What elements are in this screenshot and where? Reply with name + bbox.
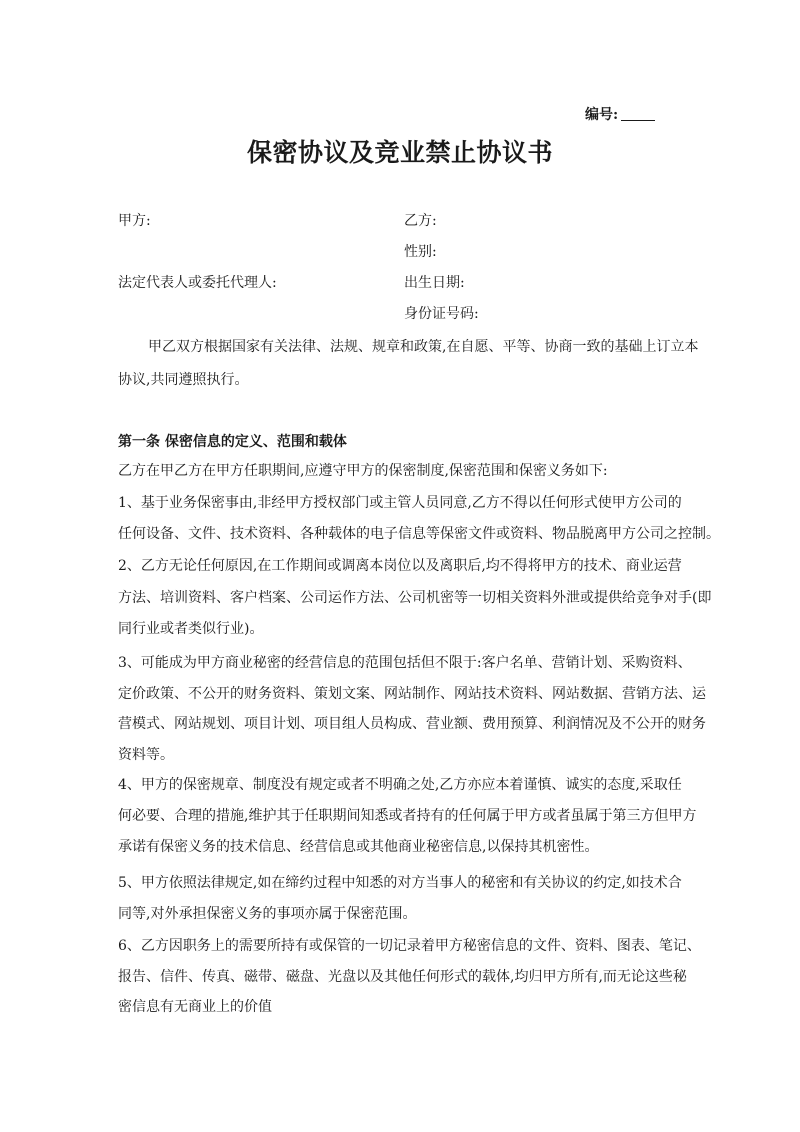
article-line: 资料等。 (118, 747, 174, 763)
article-line: 密信息有无商业上的价值 (118, 999, 272, 1015)
document-number-label: 编号: (585, 107, 619, 123)
article-line: 任何设备、文件、技术资料、各种载体的电子信息等保密文件或资料、物品脱离甲方公司之控制。 (118, 526, 720, 542)
article-line: 定价政策、不公开的财务资料、策划文案、网站制作、网站技术资料、网站数据、营销方法、运 (118, 686, 706, 702)
document-number-blank (621, 119, 655, 121)
representative-label: 法定代表人或委托代理人: (118, 275, 277, 291)
article-line: 2、乙方无论任何原因,在工作期间或调离本岗位以及离职后,均不得将甲方的技术、商业运营 (118, 558, 682, 574)
article-line: 报告、信件、传真、磁带、磁盘、光盘以及其他任何形式的载体,均归甲方所有,而无论这些秘 (118, 969, 687, 985)
article-line: 5、甲方依照法律规定,如在缔约过程中知悉的对方当事人的秘密和有关协议的约定,如技术合 (118, 875, 682, 891)
article-line: 何必要、合理的措施,维护其于任职期间知悉或者持有的任何属于甲方或者虽属于第三方但甲方 (118, 808, 697, 824)
article-line: 营模式、网站规划、项目计划、项目组人员构成、营业额、费用预算、利润情况及不公开的财务 (118, 716, 706, 732)
article-line: 承诺有保密义务的技术信息、经营信息或其他商业秘密信息,以保持其机密性。 (118, 839, 599, 855)
article-line: 同行业或者类似行业)。 (118, 621, 264, 637)
article-line: 4、甲方的保密规章、制度没有规定或者不明确之处,乙方亦应本着谨慎、诚实的态度,采取任 (118, 777, 682, 793)
article-line: 乙方在甲乙方在甲方任职期间,应遵守甲方的保密制度,保密范围和保密义务如下: (118, 463, 608, 479)
article-line: 3、可能成为甲方商业秘密的经营信息的范围包括但不限于:客户名单、营销计划、采购资料、 (118, 655, 692, 671)
gender-label: 性别: (404, 244, 437, 260)
party-a-label: 甲方: (118, 213, 151, 229)
document-title: 保密协议及竞业禁止协议书 (246, 138, 553, 167)
article-line: 6、乙方因职务上的需要所持有或保管的一切记录着甲方秘密信息的文件、资料、图表、笔记、 (118, 938, 701, 954)
article-line: 方法、培训资料、客户档案、公司运作方法、公司机密等一切相关资料外泄或提供给竞争对手(即 (118, 590, 712, 606)
article-line: 1、基于业务保密事由,非经甲方授权部门或主管人员同意,乙方不得以任何形式使甲方公司的 (118, 495, 682, 511)
article-line: 同等,对外承担保密义务的事项亦属于保密范围。 (118, 906, 417, 922)
party-b-label: 乙方: (404, 213, 437, 229)
preamble-line: 协议,共同遵照执行。 (118, 372, 249, 388)
id-number-label: 身份证号码: (404, 306, 479, 322)
document-number (585, 104, 655, 124)
birth-date-label: 出生日期: (404, 275, 465, 291)
article-1-heading: 第一条 保密信息的定义、范围和载体 (118, 434, 347, 450)
preamble-line: 甲乙双方根据国家有关法律、法规、规章和政策,在自愿、平等、协商一致的基础上订立本 (148, 339, 699, 355)
